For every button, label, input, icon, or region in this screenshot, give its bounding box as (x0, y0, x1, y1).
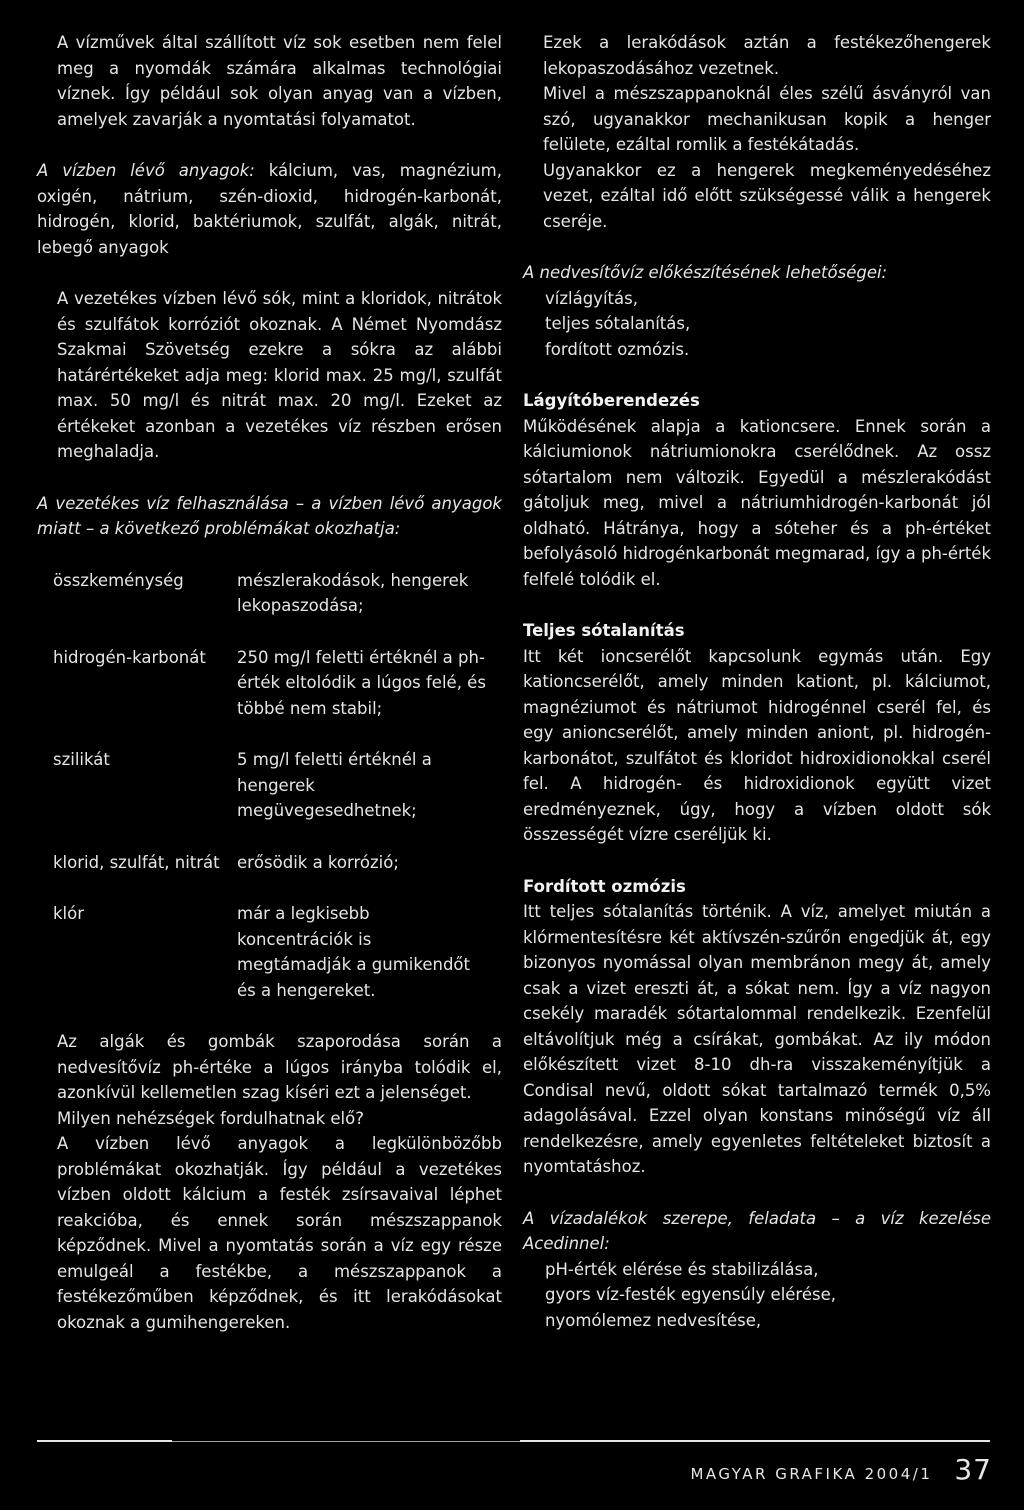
paragraph-deposits: Ezek a lerakódások aztán a festékezőhengerek lekopaszodásához vezetnek. (543, 33, 991, 78)
paragraph-difficulties: A vízben lévő anyagok a legkülönbözőbb problémákat okozhatják. Így például a vezetékes vízben oldott kálcium a festék zsírsavaival léphet reakcióba, és ennek során mészszappanok képződnek. Mivel a nyomtatás során a víz egy része emulgeál a festékbe, a mészszappanok a festékezőműben képződnek, és itt lerakódásokat okoznak a gumihengereken. (57, 1134, 502, 1332)
problem-row (37, 645, 502, 722)
problem-term: klór (53, 904, 85, 923)
magazine-name: MAGYAR GRAFIKA 2004/1 (690, 1465, 933, 1483)
heading-desalination: Teljes sótalanítás (523, 621, 685, 640)
additives-title: A vízadalékok szerepe, feladata – a víz kezelése Acedinnel: (523, 1208, 991, 1253)
paragraph-question: Milyen nehézségek fordulhatnak elő? (57, 1108, 364, 1128)
footer-rule-right (520, 1440, 990, 1442)
problem-term: klorid, szulfát, nitrát (53, 852, 220, 872)
problem-row (37, 850, 502, 876)
substances-label: A vízben lévő anyagok: (37, 161, 255, 180)
problem-desc: már a legkisebb koncentrációk is megtámadják a gumikendőt és a hengereket. (237, 904, 470, 1000)
problem-desc: 250 mg/l feletti értéknél a ph-érték eltolódik a lúgos felé, és többé nem stabil; (237, 647, 486, 718)
paragraph-reverse-osmosis: Itt teljes sótalanítás történik. A víz, amelyet miután a klórmentesítésre két aktívszén-szűrőn engedjük át, egy bizonyos nyomással olyan membránon megy át, amely csak a vizet ereszti át, a sókat nem. Így a víz nagyon csekély maradék sótartalommal rendelkezik. Ezenfelül eltávolítjuk még a csírákat, gombákat. Az ily módon előkészített vizet 8-10 dh-ra visszakeményítjük a Condisal nevű, oldott sókat tartalmazó termék 0,5% adagolásával. Ezzel olyan konstans minőségű víz áll rendelkezésre, amely egyenletes feltételeket biztosít a nyomtatáshoz. (523, 902, 991, 1176)
paragraph-mineral: Mivel a mészszappanoknál éles szélű ásványról van szó, ugyanakkor mechanikusan kopik a henger felülete, ezáltal romlik a festékátadás. (543, 84, 991, 154)
problem-row (37, 901, 502, 1003)
paragraph-algae: Az algák és gombák szaporodása során a nedvesítővíz ph-értéke a lúgos irányba tolódik el, azonkívül kellemetlen szag kíséri ezt a jelenséget. (57, 1032, 502, 1102)
problem-desc: erősödik a korrózió; (237, 852, 399, 872)
problem-desc: 5 mg/l feletti értéknél a hengerek megüvegesedhetnek; (237, 750, 432, 820)
problems-table (37, 568, 502, 1004)
paragraph-intro: A vízművek által szállított víz sok esetben nem felel meg a nyomdák számára alkalmas technológiai víznek. Így például sok olyan anyag van a vízben, amelyek zavarják a nyomtatási folyamatot. (57, 33, 502, 129)
option-item: teljes sótalanítás, (545, 314, 691, 333)
paragraph-substances (37, 158, 502, 260)
additive-role-item: nyomólemez nedvesítése, (545, 1310, 762, 1330)
problem-row (37, 747, 502, 824)
problem-row (37, 568, 502, 619)
paragraph-hardening: Ugyanakkor ez a hengerek megkeményedéséhez vezet, ezáltal idő előtt szükségessé válik a hengerek cseréje. (543, 160, 991, 231)
option-item: vízlágyítás, (545, 288, 638, 308)
problem-term: szilikát (53, 750, 110, 769)
page-number: 37 (954, 1453, 992, 1486)
additive-role-item: pH-érték elérése és stabilizálása, (545, 1259, 819, 1279)
paragraph-salts: A vezetékes vízben lévő sók, mint a kloridok, nitrátok és szulfátok korróziót okoznak. A Német Nyomdász Szakmai Szövetség ezekre a sókra az alábbi határértékeket adja meg: klorid max. 25 mg/l, szulfát max. 50 mg/l és nitrát max. 20 mg/l. Ezeket az értékeket azonban a vezetékes víz részben erősen meghaladja. (57, 289, 502, 461)
problem-desc: mészlerakodások, hengerek lekopaszodása; (237, 570, 469, 615)
problem-term: hidrogén-karbonát (53, 647, 206, 667)
option-item: fordított ozmózis. (545, 339, 690, 359)
heading-reverse-osmosis: Fordított ozmózis (523, 876, 686, 896)
heading-softener: Lágyítóberendezés (523, 391, 700, 410)
paragraph-softener: Működésének alapja a kationcsere. Ennek során a kálciumionok nátriumionokra cserélődnek. Az ossz sótartalom nem változik. Egyedül a mészlerakódást gátoljuk meg, mivel a nátriumhidrogén-karbonát jól oldható. Hátránya, hogy a sóteher és a ph-értéket befolyásoló hidrogénkarbonát megmarad, így a ph-érték felfelé tolódik el. (523, 416, 991, 589)
footer-rule-thin (172, 1441, 520, 1442)
problem-term: összkeménység (53, 570, 184, 590)
options-title: A nedvesítővíz előkészítésének lehetőségei: (523, 263, 888, 282)
left-column (37, 30, 502, 1335)
paragraph-problems-intro: A vezetékes víz felhasználása – a vízben lévő anyagok miatt – a következő problémákat okozhatja: (37, 493, 502, 538)
paragraph-desalination: Itt két ioncserélőt kapcsolunk egymás után. Egy kationcserélőt, amely minden kationt, pl. kálciumot, magnéziumot és nátriumot hidrogénnel cserél fel, és egy anioncserélőt, amely minden aniont, pl. hidrogén-karbonátot, szulfátot és kloridot hidroxidionokkal cserél fel. A hidrogén- és hidroxidionok együtt vizet eredményeznek, úgy, hogy a vízben oldott sók összességét vízre cseréljük ki. (523, 646, 991, 844)
additive-role-item: gyors víz-festék egyensúly elérése, (545, 1285, 836, 1304)
page-footer (690, 1453, 992, 1488)
footer-rule-left (37, 1440, 172, 1442)
right-column (523, 30, 991, 1333)
substances-list: kálcium, vas, magnézium, oxigén, nátrium, szén-dioxid, hidrogén-karbonát, hidrogén, klorid, baktériumok, szulfát, algák, nitrát, lebegő anyagok (37, 161, 502, 257)
